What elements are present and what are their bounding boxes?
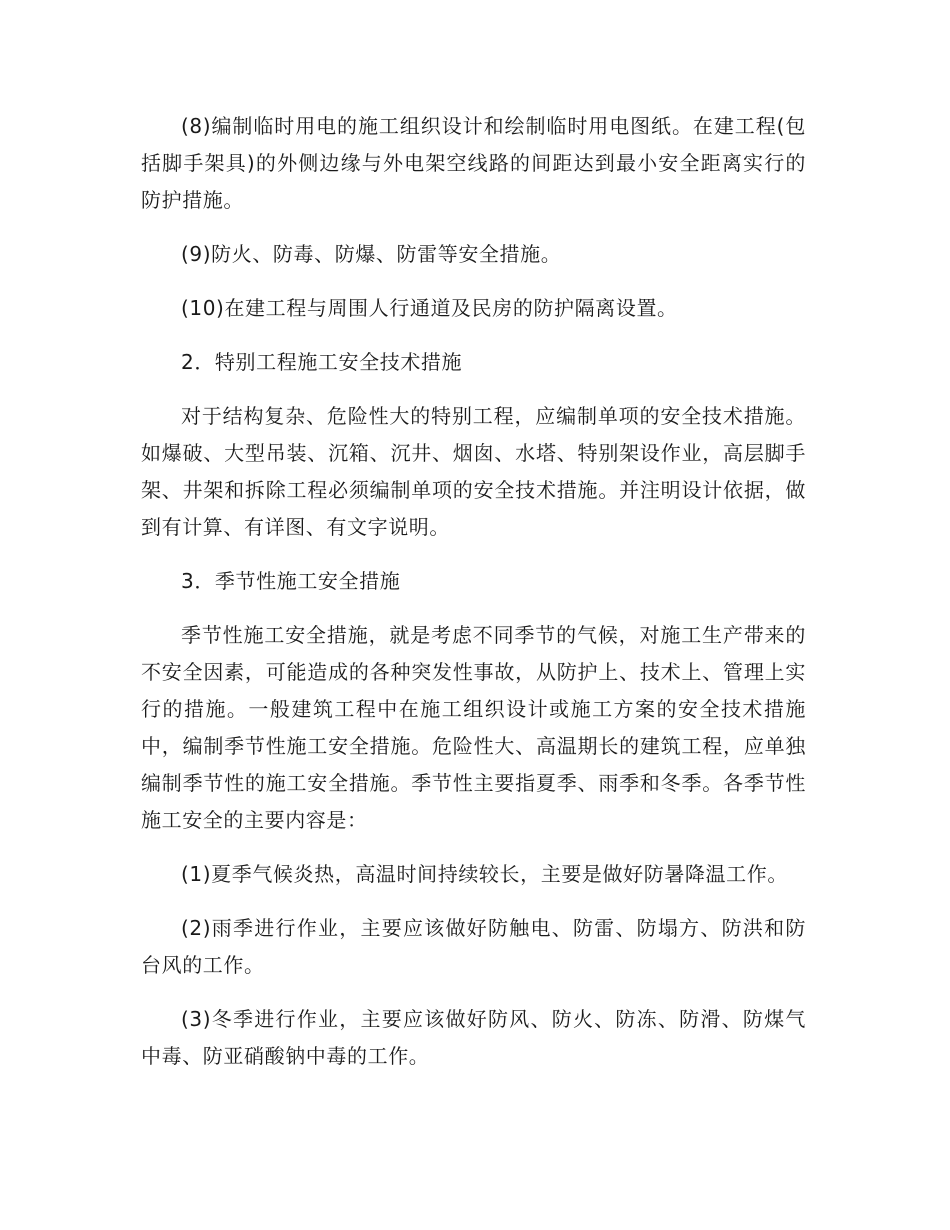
section-heading-2: 2．特别工程施工安全技术措施 xyxy=(181,350,463,374)
list-item-10: (10)在建工程与周围人行通道及民房的防护隔离设置。 xyxy=(181,296,678,320)
document-body xyxy=(141,108,806,1092)
list-item-9: (9)防火、防毒、防爆、防雷等安全措施。 xyxy=(181,242,562,266)
list-item-8: (8)编制临时用电的施工组织设计和绘制临时用电图纸。在建工程(包括脚手架具)的外侧边缘与外电架空线路的间距达到最小安全距离实行的防护措施。 xyxy=(141,114,806,212)
body-paragraph-special-projects: 对于结构复杂、危险性大的特别工程，应编制单项的安全技术措施。如爆破、大型吊装、沉箱、沉井、烟囱、水塔、特别架设作业，高层脚手架、井架和拆除工程必须编制单项的安全技术措施。并注明设计依据，做到有计算、有详图、有文字说明。 xyxy=(141,404,806,539)
list-item-summer: (1)夏季气候炎热，高温时间持续较长，主要是做好防暑降温工作。 xyxy=(181,862,788,886)
list-item-winter: (3)冬季进行作业，主要应该做好防风、防火、防冻、防滑、防煤气中毒、防亚硝酸钠中毒的工作。 xyxy=(141,1007,806,1068)
body-paragraph-seasonal: 季节性施工安全措施，就是考虑不同季节的气候，对施工生产带来的不安全因素，可能造成的各种突发性事故，从防护上、技术上、管理上实行的措施。一般建筑工程中在施工组织设计或施工方案的安全技术措施中，编制季节性施工安全措施。危险性大、高温期长的建筑工程，应单独编制季节性的施工安全措施。季节性主要指夏季、雨季和冬季。各季节性施工安全的主要内容是： xyxy=(141,623,806,832)
section-heading-3: 3．季节性施工安全措施 xyxy=(181,569,401,593)
list-item-rainy-season: (2)雨季进行作业，主要应该做好防触电、防雷、防塌方、防洪和防台风的工作。 xyxy=(141,916,806,977)
